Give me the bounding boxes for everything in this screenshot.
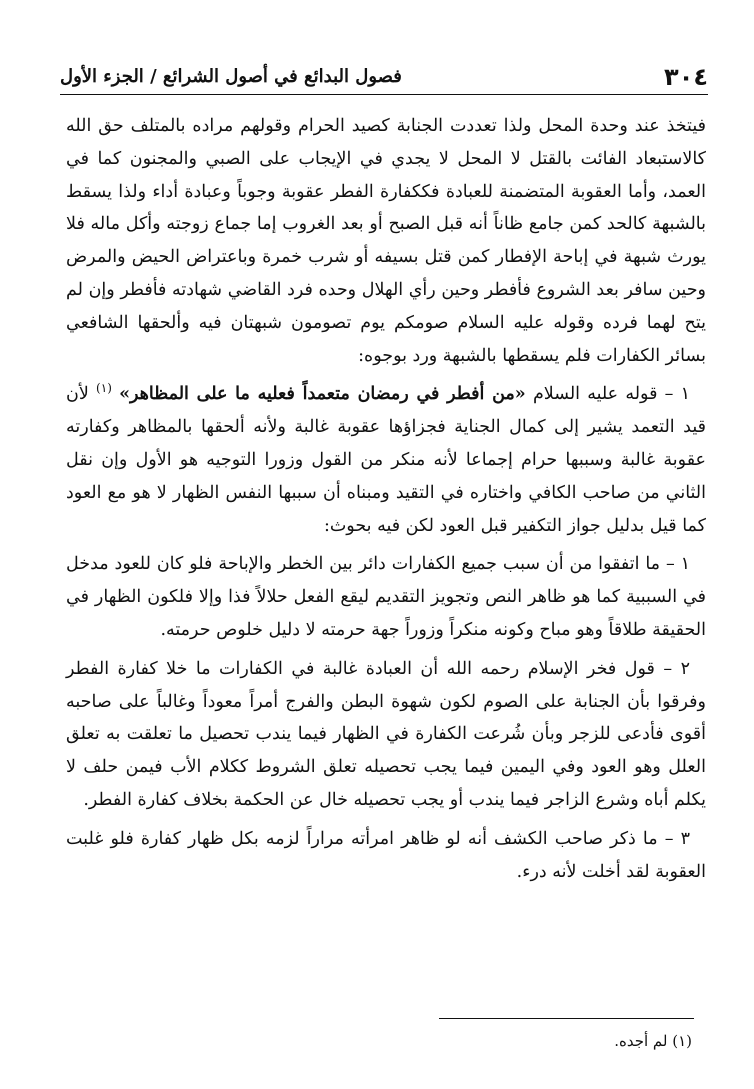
item-1-lead: ١ – قوله عليه السلام [532,384,690,405]
footnote-divider [439,1018,694,1019]
running-title: فصول البدائع في أصول الشرائع / الجزء الأول [60,66,402,87]
footnote: (١) لم أجده. [614,1032,692,1050]
sub-point-3: ٣ – ما ذكر صاحب الكشف أنه لو ظاهر امرأته مراراً لزمه بكل ظهار كفارة فلو غلبت العقوبة لقد أخلت لأنه درء. [66,828,706,882]
page-header [60,52,708,92]
sub-point-1: ١ – ما اتفقوا من أن سبب جميع الكفارات دائر بين الخطر والإباحة فلو كان للعود مدخل في السببية كما هو ظاهر النص وتجويز التقديم ليقع الفعل حلالاً فذا وإلا فلكون الظهار في الحقيقة طلاقاً وهو مباح وكونه منكراً وزوراً جهة حرمته لا دليل خلوص حرمته. [66,554,706,640]
footnote-reference: (١) [96,381,112,396]
hadith-quote: «من أفطر في رمضان متعمداً فعليه ما على المظاهر» [119,384,526,405]
main-text [66,110,706,888]
paragraph-intro: فيتخذ عند وحدة المحل ولذا تعددت الجنابة كصيد الحرام وقولهم مراده بالمتلف حق الله كالاستبعاد الفائت بالقتل لا المحل لا يجدي في الإيجاب على الصبي والمجنون كما في العمد، وأما العقوبة المتضمنة للعبادة فككفارة الفطر عقوبة وجوباً وعبادة أداء ولذا يسقط بالشبهة كالحد كمن جامع ظاناً أنه قبل الصبح أو بعد الغروب إما جماع زوجته وأكل ماله فلا يورث شبهة في إباحة الإفطار كمن قتل بسيفه أو شرب خمرة وباعتراض الحيض والمرض وحين سافر بعد الشروع فأفطر وحين رأي الهلال وحده فرد القاضي شهادته فأفطر وإن لم يتح لهما فرده وقوله عليه السلام صومكم يوم تصومون شبهتان فيه وألحقها الشافعي بسائر الكفارات فلم يسقطها بالشبهة ورد بوجوه: [66,116,706,366]
page-number: ٣٠٤ [664,63,708,91]
paragraph-item-1 [66,378,706,542]
item-1-rest: لأن قيد التعمد يشير إلى كمال الجناية فجزاؤها عقوبة غالبة ولأنه ألحقها بالمظاهر وكفارته عقوبة غالبة وسببها حرام إجماعا لأنه منكر من القول وزورا التوجيه هو الأول وإن نقل الثاني من صاحب الكافي واختاره في التقيد ومبناه أن سببها النفس الظهار لا هو مع العود كما قيل بدليل جواز التكفير قبل العود لكن فيه بحوث: [66,384,706,536]
sub-point-2: ٢ – قول فخر الإسلام رحمه الله أن العبادة غالبة في الكفارات ما خلا كفارة الفطر وفرقوا بأن الجنابة على الصوم لكون شهوة البطن والفرج أمراً معوداً وغالباً على صاحبه أقوى فأدعى للزجر وبأن شُرعت الكفارة في الظهار فيما يندب تحصيل ما تعلقت به تعلق العلل وهو العود وفي اليمين فيما يجب تحصيله تعلق الشروط ككلام الأب فيمن حلف لا يكلم أباه وشرع الزاجر فيما يندب أو يجب تحصيله خال عن الحكمة بخلاف كفارة الفطر. [66,658,706,810]
header-divider [60,94,708,95]
